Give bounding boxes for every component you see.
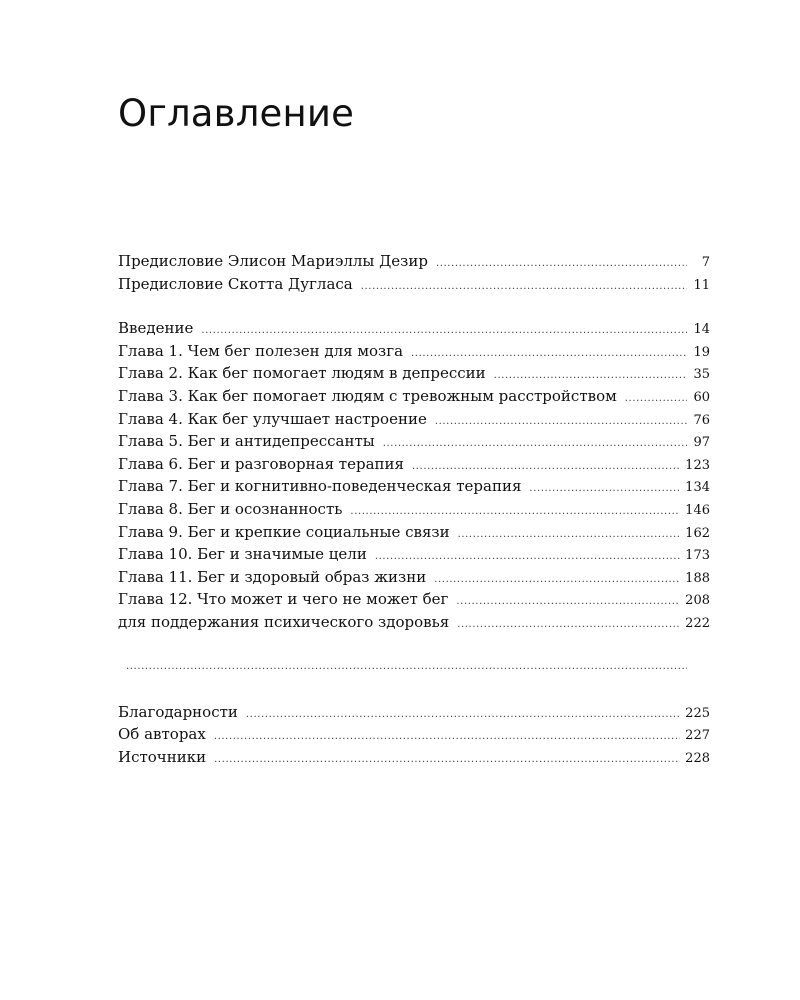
dot-leader: [214, 749, 680, 772]
toc-entry-page: 11: [693, 277, 710, 293]
toc-entry-title: Глава 1. Чем бег полезен для мозга: [118, 341, 404, 360]
toc-entry[interactable]: [118, 430, 710, 453]
toc-entry[interactable]: [118, 453, 710, 476]
dot-leader: [456, 591, 680, 614]
toc-entry[interactable]: [118, 498, 710, 521]
toc-entry-title: Глава 4. Как бег улучшает настроение: [118, 409, 427, 428]
toc-group-chapters: [118, 317, 710, 679]
toc-entry[interactable]: [118, 701, 710, 724]
toc-entry-title: Глава 2. Как бег помогает людям в депрессии: [118, 364, 486, 383]
toc-entry-page: 222: [685, 615, 710, 631]
dot-leader: [435, 411, 687, 434]
toc-entry[interactable]: [118, 362, 710, 385]
dot-leader: [434, 569, 680, 592]
toc-entry-page: 225: [685, 705, 710, 721]
toc-entry-title: Предисловие Скотта Дугласа: [118, 274, 353, 293]
toc-entry-title: Глава 5. Бег и антидепрессанты: [118, 432, 375, 451]
toc-entry-title: Источники: [118, 747, 207, 766]
toc-entry-title: Глава 10. Бег и значимые цели: [118, 545, 367, 564]
toc-entry-page: 146: [685, 502, 710, 518]
toc-entry-page: 208: [685, 593, 710, 609]
toc-entry-page: 123: [685, 457, 710, 473]
toc-entry-page: 162: [685, 525, 710, 541]
toc-entry[interactable]: [118, 588, 710, 611]
toc-entry-page: 14: [693, 322, 710, 338]
toc-entry[interactable]: [118, 317, 710, 340]
toc-group-backmatter: [118, 701, 710, 769]
toc-entry[interactable]: [118, 723, 710, 746]
dot-leader: [383, 433, 687, 456]
toc-entry-title: Глава 12. Что может и чего не может бег: [118, 590, 449, 609]
toc-entry-page: 60: [693, 389, 710, 405]
toc-entry-title: Глава 6. Бег и разговорная терапия: [118, 454, 404, 473]
toc-entry[interactable]: [118, 611, 710, 634]
toc-entry-title: Предисловие Элисон Мариэллы Дезир: [118, 252, 428, 270]
toc-entry-title: Глава 11. Бег и здоровый образ жизни: [118, 567, 427, 586]
toc-entry[interactable]: [118, 566, 710, 589]
toc-entry-page: 35: [693, 367, 710, 383]
toc-group-forewords: [118, 250, 710, 295]
toc-entry-title: Глава 3. Как бег помогает людям с тревожным расстройством: [118, 386, 617, 405]
toc-entry-page: 76: [693, 412, 710, 428]
toc-entry-page: 228: [685, 750, 710, 766]
dot-leader: [436, 253, 687, 276]
toc-entry[interactable]: [118, 746, 710, 769]
toc-entry[interactable]: [118, 543, 710, 566]
toc-entry-page: 134: [685, 480, 710, 496]
toc-entry[interactable]: [118, 250, 710, 273]
toc-entry-page: 97: [693, 435, 710, 451]
dot-leader: [361, 276, 687, 299]
dot-leader: [625, 388, 687, 411]
toc-entry-page: 19: [693, 344, 710, 360]
toc-entry[interactable]: [118, 385, 710, 408]
toc-entry-title: Благодарности: [118, 702, 238, 721]
dot-leader: [214, 726, 680, 749]
dot-leader: [457, 614, 680, 637]
toc-entry-title: Введение: [118, 319, 194, 338]
toc-entry[interactable]: [118, 475, 710, 498]
toc-entry-title: Глава 8. Бег и осознанность: [118, 499, 343, 518]
toc-entry-appendix-line1[interactable]: [118, 634, 710, 657]
toc-entry-page: 227: [685, 728, 710, 744]
toc-entry[interactable]: [118, 521, 710, 544]
toc-entry-title: Глава 7. Бег и когнитивно-поведенческая терапия: [118, 477, 522, 496]
dot-leader: [529, 478, 680, 501]
dot-leader: [126, 656, 687, 679]
toc-entry[interactable]: [118, 273, 710, 296]
toc-entry-page: 173: [685, 548, 710, 564]
toc-entry-page: 7: [701, 255, 710, 270]
toc-entry-title: Об авторах: [118, 725, 206, 744]
dot-leader: [246, 704, 680, 727]
table-of-contents: [118, 250, 710, 768]
toc-entry-title: Глава 9. Бег и крепкие социальные связи: [118, 522, 450, 541]
toc-entry-appendix[interactable]: [118, 656, 710, 679]
toc-entry-page: 188: [685, 570, 710, 586]
toc-entry[interactable]: [118, 408, 710, 431]
page-title: Оглавление: [118, 92, 355, 135]
toc-entry-title: для поддержания психического здоровья: [118, 612, 450, 631]
toc-entry[interactable]: [118, 340, 710, 363]
dot-leader: [458, 524, 681, 547]
